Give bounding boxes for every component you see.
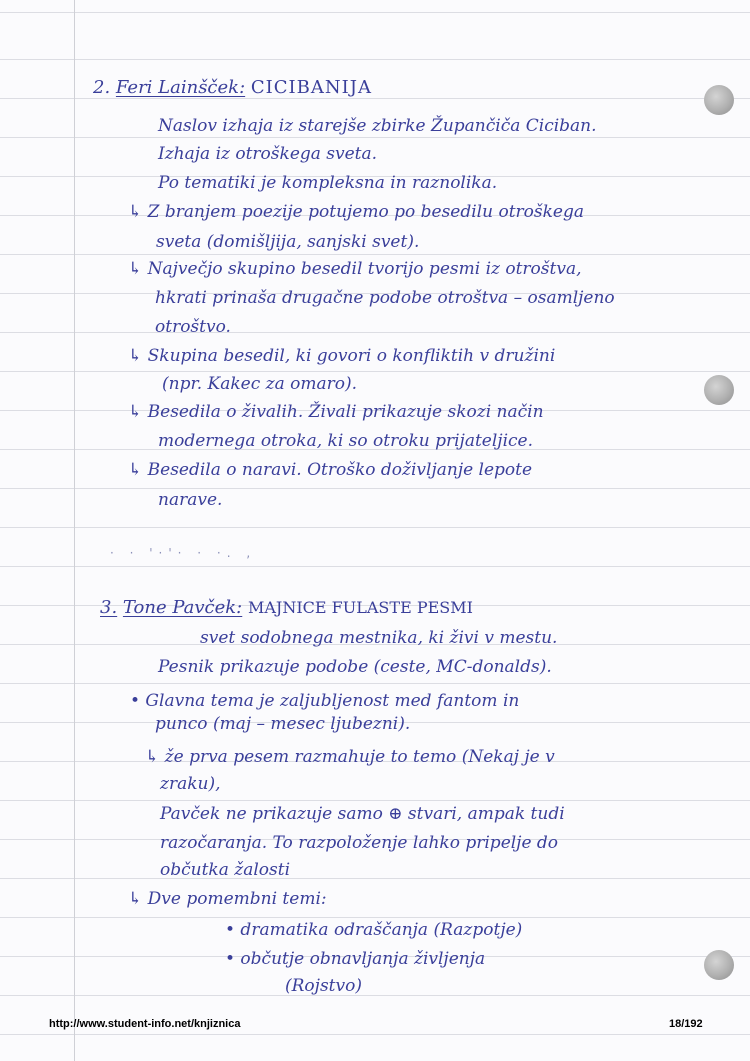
faint-marks: · · '·'· · ·. , [110, 546, 257, 560]
note-line: razočaranja. To razpoloženje lahko pripelje do [160, 833, 559, 853]
section-3-heading [100, 597, 473, 619]
note-line: Pesnik prikazuje podobe (ceste, MC-donalds). [158, 657, 552, 677]
note-line: modernega otroka, ki so otroku prijateljice. [158, 431, 533, 451]
section-author: Feri Lainšček: [115, 77, 246, 98]
note-line: ↳ Besedila o naravi. Otroško doživljanje lepote [128, 460, 533, 480]
note-line: sveta (domišljija, sanjski svet). [156, 232, 420, 252]
note-line: Po tematiki je kompleksna in raznolika. [158, 173, 498, 193]
section-number: 2. [93, 77, 111, 98]
section-2-heading [93, 77, 372, 99]
note-line: narave. [158, 490, 223, 510]
note-line: Pavček ne prikazuje samo ⊕ stvari, ampak tudi [160, 804, 565, 824]
note-line: (npr. Kakec za omaro). [162, 374, 358, 394]
margin-line [74, 0, 75, 1061]
section-title: MAJNICE FULASTE PESMI [247, 598, 473, 617]
binder-hole [704, 375, 734, 405]
note-line: svet sodobnega mestnika, ki živi v mestu. [200, 628, 558, 648]
note-line: hkrati prinaša drugačne podobe otroštva – osamljeno [155, 288, 615, 308]
section-author: Tone Pavček: [122, 597, 243, 618]
note-line: • občutje obnavljanja življenja [225, 949, 486, 969]
note-line: ↳ Skupina besedil, ki govori o konfliktih v družini [128, 346, 556, 366]
note-line: ↳ Besedila o živalih. Živali prikazuje skozi način [128, 402, 544, 422]
page-number: 18/192 [669, 1018, 703, 1030]
note-line: Izhaja iz otroškega sveta. [158, 144, 378, 164]
note-line: otroštvo. [155, 317, 231, 337]
note-line: ↳ Z branjem poezije potujemo po besedilu otroškega [128, 202, 584, 222]
section-number: 3. [100, 597, 118, 618]
note-line: punco (maj – mesec ljubezni). [155, 714, 411, 734]
note-line: • Glavna tema je zaljubljenost med fantom in [130, 691, 520, 711]
note-line: (Rojstvo) [285, 976, 362, 996]
note-line: ↳ Dve pomembni temi: [128, 889, 327, 909]
note-line: občutka žalosti [160, 860, 291, 880]
note-line: ↳ že prva pesem razmahuje to temo (Nekaj je v [145, 747, 555, 767]
note-line: • dramatika odraščanja (Razpotje) [225, 920, 523, 940]
binder-hole [704, 85, 734, 115]
binder-hole [704, 950, 734, 980]
note-line: zraku), [160, 774, 221, 794]
note-line: ↳ Največjo skupino besedil tvorijo pesmi iz otroštva, [128, 259, 582, 279]
section-title: CICIBANIJA [250, 77, 372, 98]
note-line: Naslov izhaja iz starejše zbirke Župančiča Ciciban. [158, 116, 597, 136]
footer-url: http://www.student-info.net/knjiznica [49, 1018, 241, 1030]
